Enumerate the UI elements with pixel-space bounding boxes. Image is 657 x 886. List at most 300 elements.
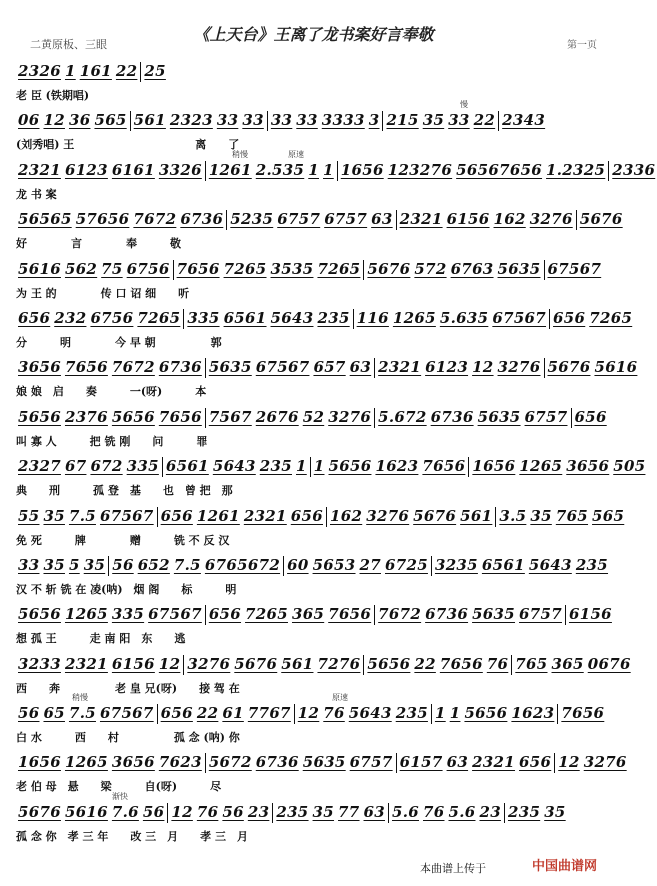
note-group: 7265: [245, 605, 288, 624]
note-group: 561: [460, 506, 493, 525]
note-group: 77: [338, 802, 360, 821]
note-group: 7672: [378, 605, 422, 624]
note-group: 33: [242, 111, 264, 130]
bar-line: [205, 161, 206, 181]
note-group: 55: [18, 506, 40, 525]
note-group: 2326: [18, 62, 61, 80]
note-group: 1265: [519, 457, 563, 476]
score-row: [0, 791, 627, 852]
note-group: 5.6: [448, 802, 476, 821]
note-group: 3276: [366, 506, 410, 525]
bar-line: [495, 507, 496, 527]
lyric-line: 龙 书 案: [16, 187, 57, 201]
lyric-line: 老 伯 母 悬 梁 自(呀) 尽: [16, 780, 222, 794]
note-group: 5.6: [392, 802, 419, 821]
notation-line: [16, 408, 616, 432]
note-group: 2336: [612, 160, 656, 179]
bar-line: [205, 358, 206, 378]
note-group: 5: [68, 555, 80, 574]
bar-line: [272, 803, 273, 823]
note-group: 2321: [472, 753, 516, 772]
note-group: 3276: [583, 753, 627, 772]
note-group: 6157: [399, 753, 443, 772]
note-group: 235: [317, 308, 350, 327]
note-group: 232: [54, 308, 87, 327]
note-group: 3276: [529, 210, 573, 229]
note-group: 6756: [126, 259, 170, 278]
note-group: 657: [313, 358, 346, 377]
bar-line: [140, 62, 141, 82]
note-group: 3233: [18, 654, 61, 673]
note-group: 25: [144, 62, 166, 80]
note-group: 5643: [212, 457, 256, 476]
note-group: 5676: [234, 654, 278, 673]
note-group: 3276: [328, 407, 372, 426]
note-group: 656: [160, 704, 193, 723]
note-group: 35: [83, 555, 106, 574]
note-group: 1: [449, 704, 461, 723]
note-group: 656: [553, 308, 586, 327]
lyric-line: 叫 寡 人 把 铣 刚 问 罪: [16, 434, 208, 448]
note-group: 5635: [477, 407, 521, 426]
note-group: 5.672: [378, 407, 427, 426]
note-group: 60: [287, 555, 309, 574]
note-group: 3276: [187, 654, 231, 673]
note-group: 6561: [481, 555, 525, 574]
bar-line: [571, 408, 572, 428]
note-group: 5.635: [439, 308, 489, 327]
tempo-annotation: 稍慢: [232, 149, 248, 159]
note-group: 12: [297, 704, 320, 723]
note-group: 7623: [158, 753, 202, 772]
note-group: 1: [313, 457, 325, 476]
note-group: 1656: [472, 457, 516, 476]
note-group: 56: [142, 802, 165, 821]
lyric-line: 免 死 牌 赠 铣 不 反 汉: [16, 533, 230, 547]
score-row: [0, 507, 627, 556]
note-group: 5643: [270, 308, 314, 327]
note-group: 656: [18, 308, 51, 327]
note-group: 12: [171, 802, 193, 821]
note-group: 1656: [340, 160, 384, 179]
note-group: 6757: [519, 605, 562, 624]
note-group: 1: [308, 160, 319, 179]
note-group: 27: [359, 555, 381, 574]
note-group: 561: [133, 111, 166, 130]
bar-line: [337, 161, 338, 181]
notation-line: [16, 358, 638, 382]
lyric-line: 娘 娘 启 奏 一(呀) 本: [16, 385, 207, 399]
lyric-line: 想 孤 王 走 南 阳 东 逃: [16, 632, 186, 646]
bar-line: [554, 753, 555, 773]
note-group: 162: [330, 506, 363, 525]
notation-line: [16, 506, 625, 531]
note-group: 35: [312, 802, 335, 821]
score-row: [0, 693, 627, 753]
note-group: 7265: [137, 308, 181, 327]
note-group: 3656: [111, 753, 155, 772]
bar-line: [504, 803, 505, 823]
note-group: 52: [302, 407, 325, 426]
bar-line: [130, 111, 131, 131]
lyric-line: 孤 念 你 孝 三 年 改 三 月 孝 三 月: [16, 829, 248, 843]
bar-line: [157, 507, 158, 527]
note-group: 2321: [243, 506, 287, 525]
note-group: 2343: [502, 111, 546, 130]
bar-line: [294, 704, 295, 724]
note-group: 35: [43, 506, 65, 525]
note-group: 5616: [594, 358, 638, 377]
note-group: 572: [414, 259, 447, 278]
bar-line: [183, 309, 184, 329]
bar-line: [226, 210, 227, 230]
note-group: 365: [551, 654, 584, 673]
note-group: 2376: [64, 407, 108, 426]
note-group: 67567: [547, 259, 602, 278]
bar-line: [468, 457, 469, 477]
bar-line: [382, 111, 383, 131]
note-group: 6756: [90, 308, 134, 327]
note-group: 6757: [324, 210, 368, 229]
note-group: 1265: [64, 753, 108, 772]
note-group: 5643: [528, 555, 572, 574]
bar-line: [565, 605, 566, 625]
note-group: 162: [493, 210, 526, 229]
note-group: 75: [101, 259, 123, 278]
bar-line: [205, 753, 206, 773]
note-group: 5656: [464, 704, 508, 723]
note-group: 23: [247, 802, 270, 821]
score-row: [0, 260, 627, 309]
note-group: 22: [196, 704, 219, 723]
note-group: 235: [507, 802, 541, 821]
note-group: 672: [90, 457, 123, 476]
bar-line: [205, 605, 206, 625]
note-group: 67567: [148, 605, 202, 624]
notation-line: [16, 260, 616, 284]
bar-line: [353, 309, 354, 329]
note-group: 5643: [348, 704, 392, 723]
note-group: 2327: [18, 457, 61, 476]
note-group: 6156: [446, 210, 490, 229]
note-group: 6736: [425, 605, 469, 624]
note-group: 33: [216, 111, 239, 130]
notation-line: [16, 556, 616, 580]
notation-line: [16, 308, 633, 333]
bar-line: [374, 358, 375, 378]
note-group: 335: [126, 457, 159, 476]
note-group: 765: [515, 654, 548, 673]
notation-line: [16, 803, 616, 827]
note-group: 1261: [208, 160, 252, 179]
notation-line: [16, 605, 616, 629]
bar-line: [205, 408, 206, 428]
note-group: 5676: [367, 259, 411, 278]
note-group: 57656: [75, 210, 130, 229]
score-row: [0, 308, 633, 358]
note-group: 7656: [422, 457, 466, 476]
note-group: 505: [613, 457, 646, 476]
note-group: 7656: [176, 259, 220, 278]
note-group: 63: [363, 802, 385, 821]
bar-line: [183, 655, 184, 675]
note-group: 36: [68, 111, 91, 130]
note-group: 33: [296, 111, 318, 130]
note-group: 235: [575, 555, 609, 574]
bar-line: [157, 704, 158, 724]
bar-line: [431, 556, 432, 576]
note-group: 76: [486, 654, 509, 673]
note-group: 116: [356, 308, 389, 327]
note-group: 2321: [399, 210, 443, 229]
note-group: 562: [64, 259, 98, 278]
note-group: 22: [414, 654, 436, 673]
note-group: 3333: [321, 111, 365, 130]
note-group: 0676: [587, 654, 631, 673]
note-group: 35: [43, 555, 65, 574]
note-group: 5656: [367, 654, 411, 673]
note-group: 1.2325: [546, 160, 606, 179]
bar-line: [396, 753, 397, 773]
note-group: 1: [296, 457, 307, 476]
note-group: 6736: [180, 210, 224, 229]
bar-line: [162, 457, 163, 477]
note-group: 6123: [425, 358, 469, 377]
score-row: [0, 149, 656, 210]
bar-line: [374, 408, 375, 428]
note-group: 3235: [434, 555, 478, 574]
note-group: 5676: [18, 802, 61, 821]
note-group: 6736: [158, 358, 202, 377]
note-group: 7.5: [68, 704, 96, 723]
note-group: 1265: [64, 605, 108, 624]
note-group: 565: [94, 111, 127, 130]
note-group: 5616: [18, 259, 61, 278]
note-group: 56: [222, 802, 244, 821]
notation-line: [16, 457, 646, 481]
note-group: 06: [18, 111, 40, 130]
score-row: [0, 408, 627, 457]
note-group: 2.535: [255, 160, 305, 179]
note-group: 565: [592, 506, 625, 525]
score-row: [0, 358, 638, 407]
note-group: 1623: [375, 457, 419, 476]
logo-text: 中国曲谱网: [532, 859, 598, 874]
note-group: 3.5: [499, 506, 527, 525]
note-group: 365: [291, 605, 325, 624]
note-group: 7672: [111, 358, 155, 377]
note-group: 12: [472, 358, 494, 377]
score-row: [0, 654, 631, 704]
note-group: 3656: [18, 358, 61, 377]
note-group: 56: [112, 555, 134, 574]
note-group: 33: [448, 111, 470, 130]
note-group: 6736: [430, 407, 474, 426]
note-group: 656: [519, 753, 552, 772]
note-group: 5635: [302, 753, 346, 772]
page-number: 第一页: [567, 40, 597, 51]
note-group: 5635: [472, 605, 516, 624]
note-group: 6763: [450, 259, 494, 278]
note-group: 67567: [99, 506, 154, 525]
note-group: 5653: [312, 555, 356, 574]
notation-line: [16, 111, 616, 135]
note-group: 7656: [561, 704, 605, 723]
bar-line: [108, 556, 109, 576]
lyric-line: 西 奔 老 皇 兄(呀) 接 驾 在: [16, 681, 240, 695]
score-row: [0, 100, 627, 160]
note-group: 7656: [439, 654, 483, 673]
note-group: 1656: [18, 753, 61, 772]
note-group: 6765672: [204, 555, 281, 574]
score-row: [0, 605, 627, 654]
note-group: 5635: [497, 259, 541, 278]
score-row: [0, 210, 627, 259]
note-group: 56: [18, 704, 40, 723]
note-group: 2321: [64, 654, 108, 673]
bar-line: [267, 111, 268, 131]
bar-line: [283, 556, 284, 576]
note-group: 63: [371, 210, 393, 229]
mode-label: 二黄原板、三眼: [30, 38, 107, 51]
bar-line: [544, 260, 545, 280]
note-group: 656: [290, 506, 323, 525]
note-group: 76: [423, 802, 445, 821]
note-group: 63: [349, 358, 372, 377]
note-group: 12: [43, 111, 65, 130]
note-group: 765: [555, 506, 589, 525]
bar-line: [388, 803, 389, 823]
lyric-line: 分 明 今 早 朝 郭: [16, 335, 222, 349]
note-group: 123276: [387, 160, 453, 179]
note-group: 67: [64, 457, 87, 476]
bar-line: [374, 605, 375, 625]
note-group: 22: [115, 62, 138, 80]
lyric-line: 典 刑 孤 登 基 也 曾 把 那: [16, 484, 233, 498]
note-group: 6123: [64, 160, 108, 179]
lyric-line: 白 水 西 村 孤 念 (呐) 你: [16, 731, 240, 745]
note-group: 7672: [133, 210, 177, 229]
bar-line: [363, 260, 364, 280]
note-group: 1261: [196, 506, 240, 525]
note-group: 2321: [18, 160, 61, 179]
note-group: 6725: [385, 555, 428, 574]
note-group: 5656: [18, 605, 61, 624]
note-group: 235: [395, 704, 428, 723]
note-group: 1: [434, 704, 446, 723]
note-group: 7.5: [173, 555, 201, 574]
note-group: 67567: [492, 308, 547, 327]
bar-line: [576, 210, 577, 230]
score-row: [0, 62, 627, 111]
note-group: 7567: [208, 407, 252, 426]
note-group: 33: [18, 555, 40, 574]
note-group: 3656: [566, 457, 610, 476]
note-group: 23: [479, 802, 501, 821]
note-group: 7656: [158, 407, 202, 426]
note-group: 3326: [158, 160, 202, 179]
note-group: 2321: [378, 358, 422, 377]
note-group: 33: [270, 111, 293, 130]
note-group: 235: [276, 802, 309, 821]
note-group: 1265: [392, 308, 436, 327]
bar-line: [498, 111, 499, 131]
notation-line: [16, 704, 616, 728]
tempo-annotation: 稍慢: [72, 693, 88, 703]
note-group: 7.5: [68, 506, 96, 525]
note-group: 1: [323, 160, 334, 179]
lyric-line: (刘秀唱) 王 离 了: [16, 138, 240, 152]
note-group: 5616: [64, 802, 108, 821]
tempo-annotation: 慢: [460, 100, 468, 110]
page-title: 《上天台》王离了龙书案好言奉敬: [193, 25, 434, 44]
lyric-line: 老 臣 (铁期唱): [16, 89, 90, 102]
note-group: 5656: [18, 407, 61, 426]
header: [0, 16, 627, 51]
note-group: 35: [422, 111, 445, 130]
note-group: 67567: [255, 358, 310, 377]
score-row: [0, 457, 646, 506]
note-group: 65: [43, 704, 65, 723]
score-body: [0, 62, 656, 852]
bar-line: [544, 358, 545, 378]
note-group: 6156: [568, 605, 612, 624]
tempo-annotation: 渐快: [112, 791, 128, 801]
notation-line: [16, 62, 616, 86]
note-group: 7265: [223, 259, 267, 278]
note-group: 12: [558, 753, 580, 772]
bar-line: [173, 260, 174, 280]
note-group: 6757: [349, 753, 393, 772]
note-group: 6156: [111, 654, 155, 673]
bar-line: [608, 161, 609, 181]
note-group: 5676: [579, 210, 623, 229]
lyric-line: 为 王 的 传 口 诏 细 听: [16, 286, 190, 300]
notation-line: [16, 160, 656, 185]
score-row: [0, 556, 627, 605]
note-group: 656: [160, 506, 193, 525]
notation-line: [16, 753, 627, 777]
note-group: 56565: [18, 210, 72, 229]
score-row: [0, 753, 627, 802]
bar-line: [549, 309, 550, 329]
note-group: 7265: [317, 259, 361, 278]
note-group: 76: [323, 704, 345, 723]
site-logo: [532, 855, 597, 874]
note-group: 35: [530, 506, 552, 525]
note-group: 652: [137, 555, 170, 574]
note-group: 7.6: [111, 802, 139, 821]
note-group: 3: [368, 111, 380, 130]
note-group: 1623: [511, 704, 555, 723]
bar-line: [310, 457, 311, 477]
note-group: 5235: [230, 210, 274, 229]
note-group: 2676: [255, 407, 299, 426]
note-group: 5635: [208, 358, 252, 377]
note-group: 3276: [497, 358, 541, 377]
note-group: 561: [281, 654, 314, 673]
note-group: 235: [259, 457, 292, 476]
note-group: 335: [111, 605, 145, 624]
note-group: 7656: [64, 358, 108, 377]
note-group: 61: [222, 704, 244, 723]
notation-line: [16, 654, 631, 679]
bar-line: [431, 704, 432, 724]
lyric-line: 好 言 奉 敬: [16, 237, 181, 251]
note-group: 35: [544, 802, 566, 821]
bar-line: [167, 803, 168, 823]
note-group: 6757: [524, 407, 568, 426]
